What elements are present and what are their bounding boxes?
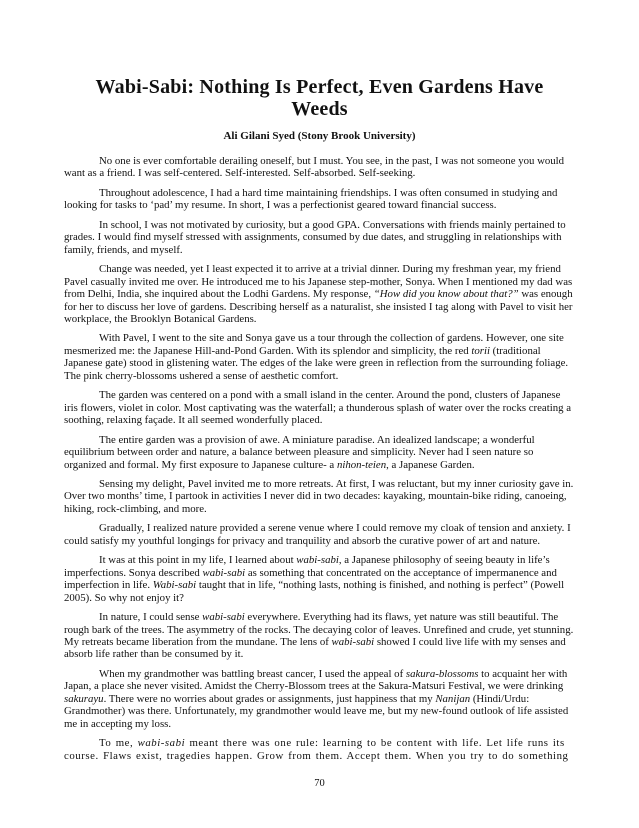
italic-text-run: sakurayu xyxy=(64,692,104,705)
paragraph xyxy=(64,219,575,256)
paragraph xyxy=(64,389,575,426)
text-run: Sensing my delight, Pavel invited me to more retreats. At first, I was reluctant, but my inner curiosity gave in. Over two months’ time, I partook in activities I never did in two decades: kayaking, mountain-bike riding, canoeing, hiking, rock-climbing, and more. xyxy=(64,477,574,515)
paragraph xyxy=(64,737,575,762)
paragraph xyxy=(64,611,575,661)
paragraph xyxy=(64,522,575,547)
italic-text-run: wabi-sabi xyxy=(202,611,245,624)
text-run: , a Japanese philosophy of seeing beauty in life’s imperfections. Sonya described xyxy=(64,554,550,579)
italic-text-run: wabi-sabi xyxy=(331,635,375,648)
text-run: everywhere. Everything had its flaws, yet nature was still beautiful. The rough bark of the trees. The asymmetry of the rocks. The decaying color of leaves. Unrefined and crude, yet stunning. My retreats became liberation from the mundane. The lens of xyxy=(64,611,574,648)
paragraph xyxy=(64,668,575,730)
essay-body xyxy=(64,155,575,762)
text-run: as something that concentrated on the acceptance of impermanence and imperfection in life. xyxy=(64,566,557,592)
text-run: When my grandmother was battling breast cancer, I used the appeal of xyxy=(99,667,406,680)
italic-text-run: wabi-sabi xyxy=(296,554,339,567)
text-run: Change was needed, yet I least expected it to arrive at a trivial dinner. During my freshman year, my friend Pavel casually invited me over. He introduced me to his Japanese step-mother, Sonya. When I mentioned my dad was from Delhi, India, she inquired about the Lodhi Gardens. My response, xyxy=(64,263,573,301)
paragraph xyxy=(64,434,575,471)
text-run: The entire garden was a provision of awe. A miniature paradise. An idealized landscape; a wonderful equilibrium between order and nature, a balance between pleasure and simplicity. Never had I seen nature so organized and formal. My first exposure to Japanese culture- a xyxy=(64,433,535,471)
text-run: meant there was one rule: learning to be content with life. Let life runs its course. Flaws exist, tragedies happen. Grow from them. Accept them. When you try to do something xyxy=(64,737,569,762)
text-run: showed I could live life with my senses and absorb life rather than be consumed by it. xyxy=(64,635,566,661)
text-run: to acquaint her with Japan, a place she never visited. Amidst the Cherry-Blossom trees at the Sakura-Matsuri Festival, we were drinking xyxy=(64,667,568,693)
text-run: Gradually, I realized nature provided a serene venue where I could remove my cloak of tension and anxiety. I could satisfy my youthful longings for privacy and tranquility and absorb the curative power of art and nature. xyxy=(64,522,571,547)
essay-title: Wabi-Sabi: Nothing Is Perfect, Even Gardens Have Weeds xyxy=(95,76,544,120)
essay-author: Ali Gilani Syed (Stony Brook University) xyxy=(223,130,416,142)
text-run: (traditional Japanese gate) stood in glistening water. The edges of the lake were green in reflection from the surrounding foliage. The pink cherry-blossoms ushered a sense of aesthetic comfort. xyxy=(64,344,569,382)
page-number: 70 xyxy=(314,778,325,789)
text-run: was enough for her to discuss her love of gardens. Describing herself as a naturalist, she insisted I tag along with Pavel to visit her workplace, the Brooklyn Botanical Gardens. xyxy=(64,288,573,325)
text-run: No one is ever comfortable derailing oneself, but I must. You see, in the past, I was not someone you would want as a friend. I was self-centered. Self-interested. Self-absorbed. Self-seeking. xyxy=(64,155,565,180)
italic-text-run: wabi-sabi xyxy=(202,566,246,579)
text-run: . There were no worries about grades or assignments, just happiness that my xyxy=(103,692,436,705)
text-run: The garden was centered on a pond with a small island in the center. Around the pond, clusters of Japanese iris flowers, violet in color. Most captivating was the waterfall; a thunderous splash of water over the rocks creating a soothing, relaxing façade. It all seemed wonderfully placed. xyxy=(64,389,572,427)
text-run: (Hindi/Urdu: Grandmother) was there. Unfortunately, my grandmother would leave me, but my new-found outlook of life assisted me in accepting my loss. xyxy=(64,692,569,730)
paragraph xyxy=(64,155,575,180)
text-run: Throughout adolescence, I had a hard time maintaining friendships. I was often consumed in studying and looking for tasks to ‘pad’ my resume. In short, I was a perfectionist geared toward financial success. xyxy=(64,186,558,212)
text-run: With Pavel, I went to the site and Sonya gave us a tour through the collection of gardens. However, one site mesmerized me: the Japanese Hill-and-Pond Garden. With its splendor and simplicity, the red xyxy=(64,332,564,357)
paragraph xyxy=(64,554,575,604)
text-run: taught that in life, “nothing lasts, nothing is finished, and nothing is perfect” (Powell 2005). So why not enjoy it? xyxy=(64,579,565,604)
italic-text-run: sakura-blossoms xyxy=(405,667,479,680)
paragraph xyxy=(64,478,575,515)
italic-text-run: Wabi-sabi xyxy=(152,579,197,592)
italic-text-run: wabi-sabi xyxy=(137,737,186,750)
text-run: In nature, I could sense xyxy=(99,611,203,624)
paragraph xyxy=(64,332,575,382)
italic-text-run: torii xyxy=(471,344,490,357)
italic-text-run: nihon-teien xyxy=(336,458,387,471)
text-run: In school, I was not motivated by curiosity, but a good GPA. Conversations with friends mainly pertained to grades. I would find myself stressed with assignments, consumed by due dates, and struggling in relationships with family, friends, and myself. xyxy=(64,218,566,256)
paragraph xyxy=(64,263,575,325)
text-run: It was at this point in my life, I learned about xyxy=(99,554,297,567)
italic-text-run: “How did you know about that?” xyxy=(373,288,519,301)
paragraph xyxy=(64,187,575,212)
italic-text-run: Nanijan xyxy=(435,692,471,705)
text-run: To me, xyxy=(99,737,138,750)
text-run: , a Japanese Garden. xyxy=(386,458,475,471)
